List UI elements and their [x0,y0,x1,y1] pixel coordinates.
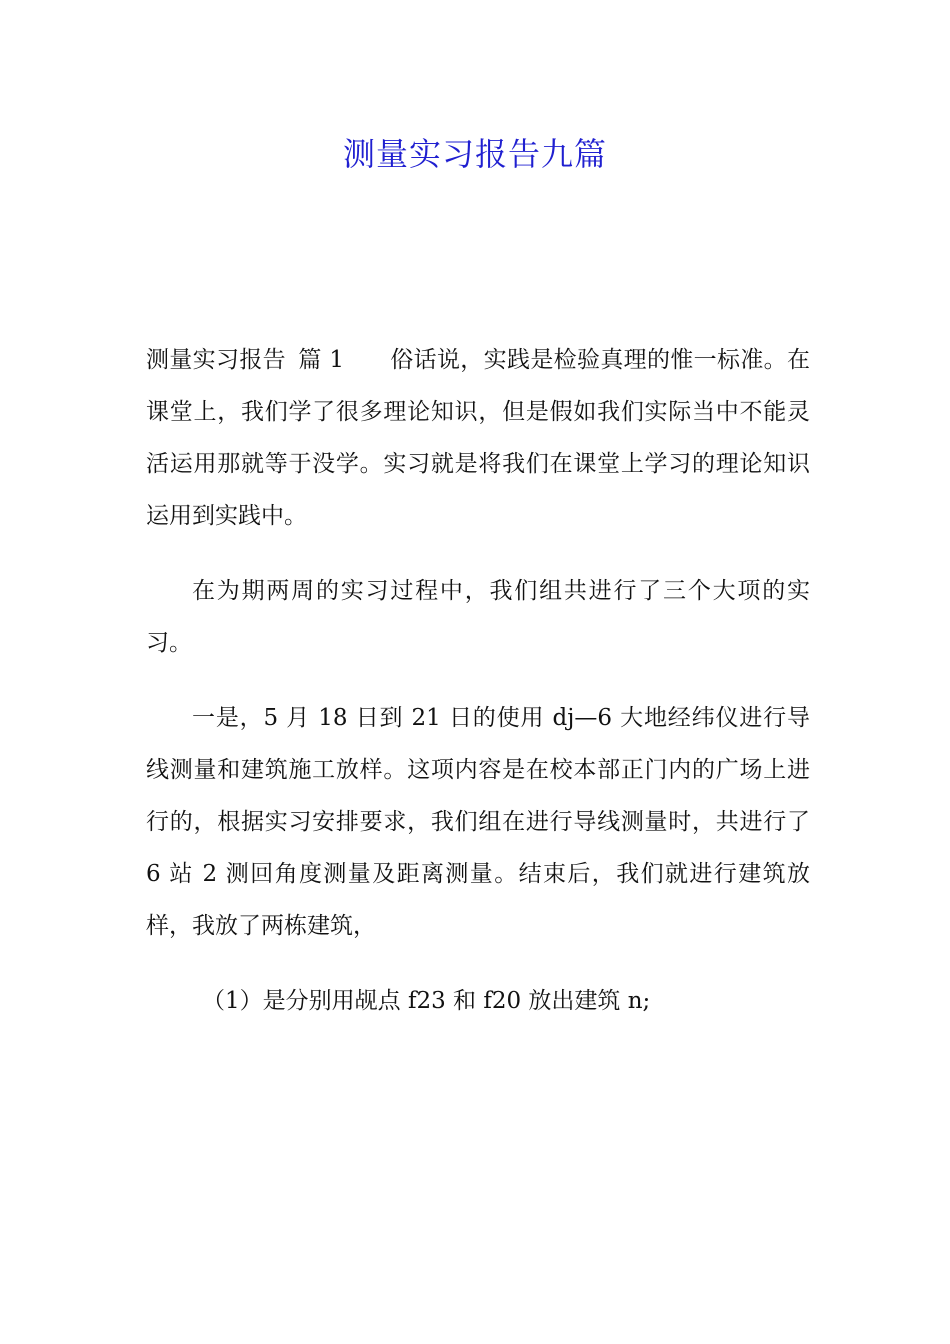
paragraph-1-text: 俗话说，实践是检验真理的惟一标准。在课堂上，我们学了很多理论知识，但是假如我们实际当中不能灵活运用那就等于没学。实习就是将我们在课堂上学习的理论知识运用到实践中。 [146,347,810,529]
paragraph-4: （1）是分别用觇点 f23 和 f20 放出建筑 n; [202,988,651,1014]
paragraph-2: 在为期两周的实习过程中，我们组共进行了三个大项的实习。 [146,578,810,656]
section-number: 篇 1 [298,347,344,373]
document-body [146,334,810,1050]
section-label: 测量实习报告 [146,347,287,373]
paragraph-1 [146,334,810,542]
document-title: 测量实习报告九篇 [342,135,607,173]
paragraph-3: 一是，5 月 18 日到 21 日的使用 dj—6 大地经纬仪进行导线测量和建筑施工放样。这项内容是在校本部正门内的广场上进行的，根据实习安排要求，我们组在进行导线测量时，共进行了 6 站 2 测回角度测量及距离测量。结束后，我们就进行建筑放样，我放了两栋建筑， [146,705,810,939]
